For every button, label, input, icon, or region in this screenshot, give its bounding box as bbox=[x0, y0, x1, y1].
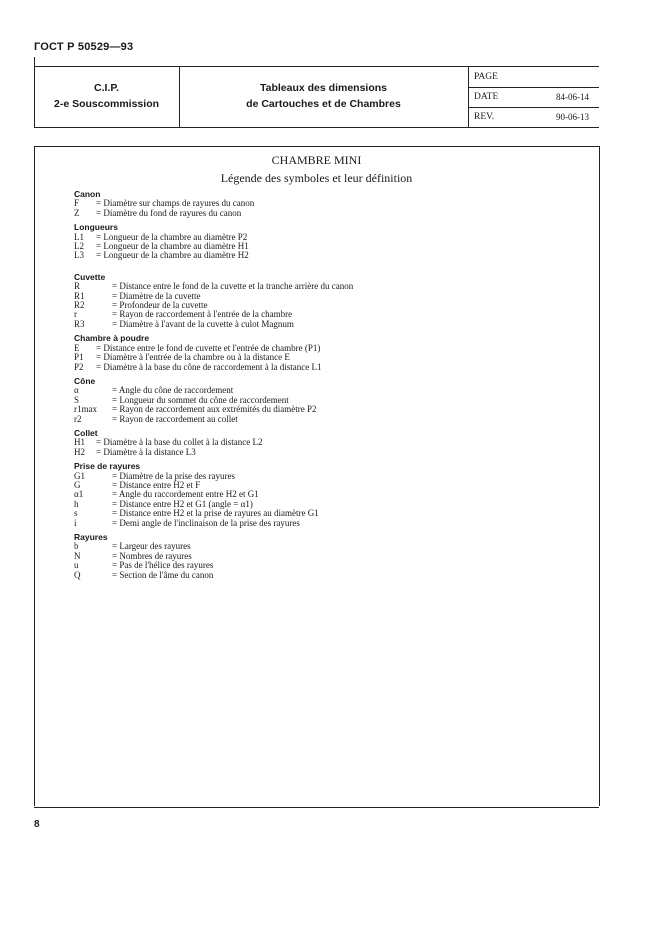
symbol: L2 bbox=[74, 241, 84, 252]
date-value: 84-06-14 bbox=[556, 92, 589, 102]
symbol: h bbox=[74, 498, 79, 509]
legend-item bbox=[74, 320, 574, 329]
legend-item bbox=[74, 251, 574, 260]
document-title: CHAMBRE MINI bbox=[271, 153, 362, 167]
legend-item bbox=[74, 415, 574, 424]
definition: = Longueur de la chambre au diamètre P2 bbox=[96, 231, 248, 242]
definition: = Section de l'âme du canon bbox=[112, 569, 214, 580]
symbol: P2 bbox=[74, 361, 84, 372]
date-label: DATE bbox=[474, 92, 499, 102]
symbol: r bbox=[74, 309, 77, 320]
document-subtitle: Légende des symboles et leur définition bbox=[220, 171, 413, 185]
legend-item bbox=[74, 519, 574, 528]
definition: = Diamètre à l'entrée de la chambre ou à la distance E bbox=[96, 352, 290, 363]
legend-content bbox=[74, 190, 574, 580]
section-title: Longueurs bbox=[74, 222, 118, 233]
definition: = Diamètre sur champs de rayures du canon bbox=[96, 198, 255, 209]
definition: = Distance entre H2 et la prise de rayures au diamètre G1 bbox=[112, 508, 319, 519]
definition: = Longueur de la chambre au diamètre H1 bbox=[96, 241, 249, 252]
definition: = Diamètre à la distance L3 bbox=[96, 446, 196, 457]
symbol: α1 bbox=[74, 489, 84, 500]
definition: = Diamètre du fond de rayures du canon bbox=[96, 207, 242, 218]
section-title: Cuvette bbox=[74, 271, 106, 282]
symbol: r1max bbox=[74, 404, 97, 415]
symbol: R3 bbox=[74, 318, 85, 329]
symbol: s bbox=[74, 508, 78, 519]
definition: = Rayon de raccordement aux extrémités du diamètre P2 bbox=[112, 404, 317, 415]
definition: = Diamètre à la base du collet à la distance L2 bbox=[96, 437, 263, 448]
definition: = Angle du raccordement entre H2 et G1 bbox=[112, 489, 259, 500]
definition: = Diamètre à la base du cône de raccordement à la distance L1 bbox=[96, 361, 322, 372]
definition: = Longueur de la chambre au diamètre H2 bbox=[96, 250, 249, 261]
frame-left-rule bbox=[34, 146, 35, 806]
legend-item bbox=[74, 209, 574, 218]
symbol: H1 bbox=[74, 437, 85, 448]
page-row bbox=[468, 67, 599, 87]
symbol: Q bbox=[74, 569, 81, 580]
title-line-1: Tableaux des dimensions bbox=[259, 82, 387, 94]
rev-value: 90-06-13 bbox=[556, 112, 589, 122]
symbol: R2 bbox=[74, 300, 85, 311]
definition: = Rayon de raccordement au collet bbox=[112, 413, 238, 424]
header-title bbox=[179, 67, 469, 127]
section-title: Cône bbox=[74, 375, 96, 386]
date-row bbox=[468, 87, 599, 107]
symbol: F bbox=[74, 198, 80, 209]
rev-label: REV. bbox=[474, 112, 495, 122]
symbol: r2 bbox=[74, 413, 82, 424]
definition: = Distance entre H2 et F bbox=[112, 479, 201, 490]
symbol: L3 bbox=[74, 250, 84, 261]
symbol: P1 bbox=[74, 352, 84, 363]
definition: = Nombres de rayures bbox=[112, 550, 192, 561]
section-title: Prise de rayures bbox=[74, 461, 141, 472]
legend-item bbox=[74, 448, 574, 457]
header-table bbox=[34, 66, 599, 128]
symbol: b bbox=[74, 541, 79, 552]
org-line-1: C.I.P. bbox=[94, 82, 119, 94]
standard-number: ГОСТ Р 50529—93 bbox=[34, 41, 134, 53]
definition: = Largeur des rayures bbox=[112, 541, 191, 552]
symbol: L1 bbox=[74, 231, 84, 242]
symbol: i bbox=[74, 517, 77, 528]
definition: = Diamètre de la cuvette bbox=[112, 290, 201, 301]
page-label: PAGE bbox=[474, 72, 498, 82]
symbol: N bbox=[74, 550, 81, 561]
symbol: α bbox=[74, 385, 79, 396]
section-title: Canon bbox=[74, 189, 101, 199]
frame-right-rule bbox=[599, 146, 600, 806]
title-line-2: de Cartouches et de Chambres bbox=[246, 98, 401, 110]
definition: = Rayon de raccordement à l'entrée de la chambre bbox=[112, 309, 293, 320]
definition: = Distance entre le fond de la cuvette et la tranche arrière du canon bbox=[112, 281, 354, 292]
definition: = Angle du cône de raccordement bbox=[112, 385, 234, 396]
definition: = Profondeur de la cuvette bbox=[112, 300, 208, 311]
definition: = Longueur du sommet du cône de raccordement bbox=[112, 394, 289, 405]
definition: = Diamètre de la prise des rayures bbox=[112, 470, 236, 481]
definition: = Pas de l'hélice des rayures bbox=[112, 560, 214, 571]
definition: = Distance entre H2 et G1 (angle = α1) bbox=[112, 498, 253, 509]
rev-row bbox=[468, 107, 599, 127]
legend-item bbox=[74, 571, 574, 580]
symbol: H2 bbox=[74, 446, 85, 457]
symbol: E bbox=[74, 342, 80, 353]
symbol: R bbox=[74, 281, 81, 292]
symbol: G bbox=[74, 479, 81, 490]
section-title: Collet bbox=[74, 427, 98, 438]
legend-item bbox=[74, 363, 574, 372]
symbol: Z bbox=[74, 207, 80, 218]
symbol: G1 bbox=[74, 470, 85, 481]
symbol: R1 bbox=[74, 290, 85, 301]
header-organization bbox=[34, 67, 180, 127]
section-title: Chambre à poudre bbox=[74, 333, 150, 344]
org-line-2: 2-e Souscommission bbox=[53, 98, 160, 110]
symbol: S bbox=[74, 394, 80, 405]
header-meta bbox=[468, 67, 599, 127]
definition: = Demi angle de l'inclinaison de la prise des rayures bbox=[112, 517, 300, 528]
page-number: 8 bbox=[34, 819, 40, 830]
spacer bbox=[74, 261, 574, 273]
definition: = Diamètre à l'avant de la cuvette à culot Magnum bbox=[112, 318, 294, 329]
symbol: u bbox=[74, 560, 79, 571]
definition: = Distance entre le fond de cuvette et l'entrée de chambre (P1) bbox=[96, 342, 321, 353]
section-title: Rayures bbox=[74, 532, 108, 542]
